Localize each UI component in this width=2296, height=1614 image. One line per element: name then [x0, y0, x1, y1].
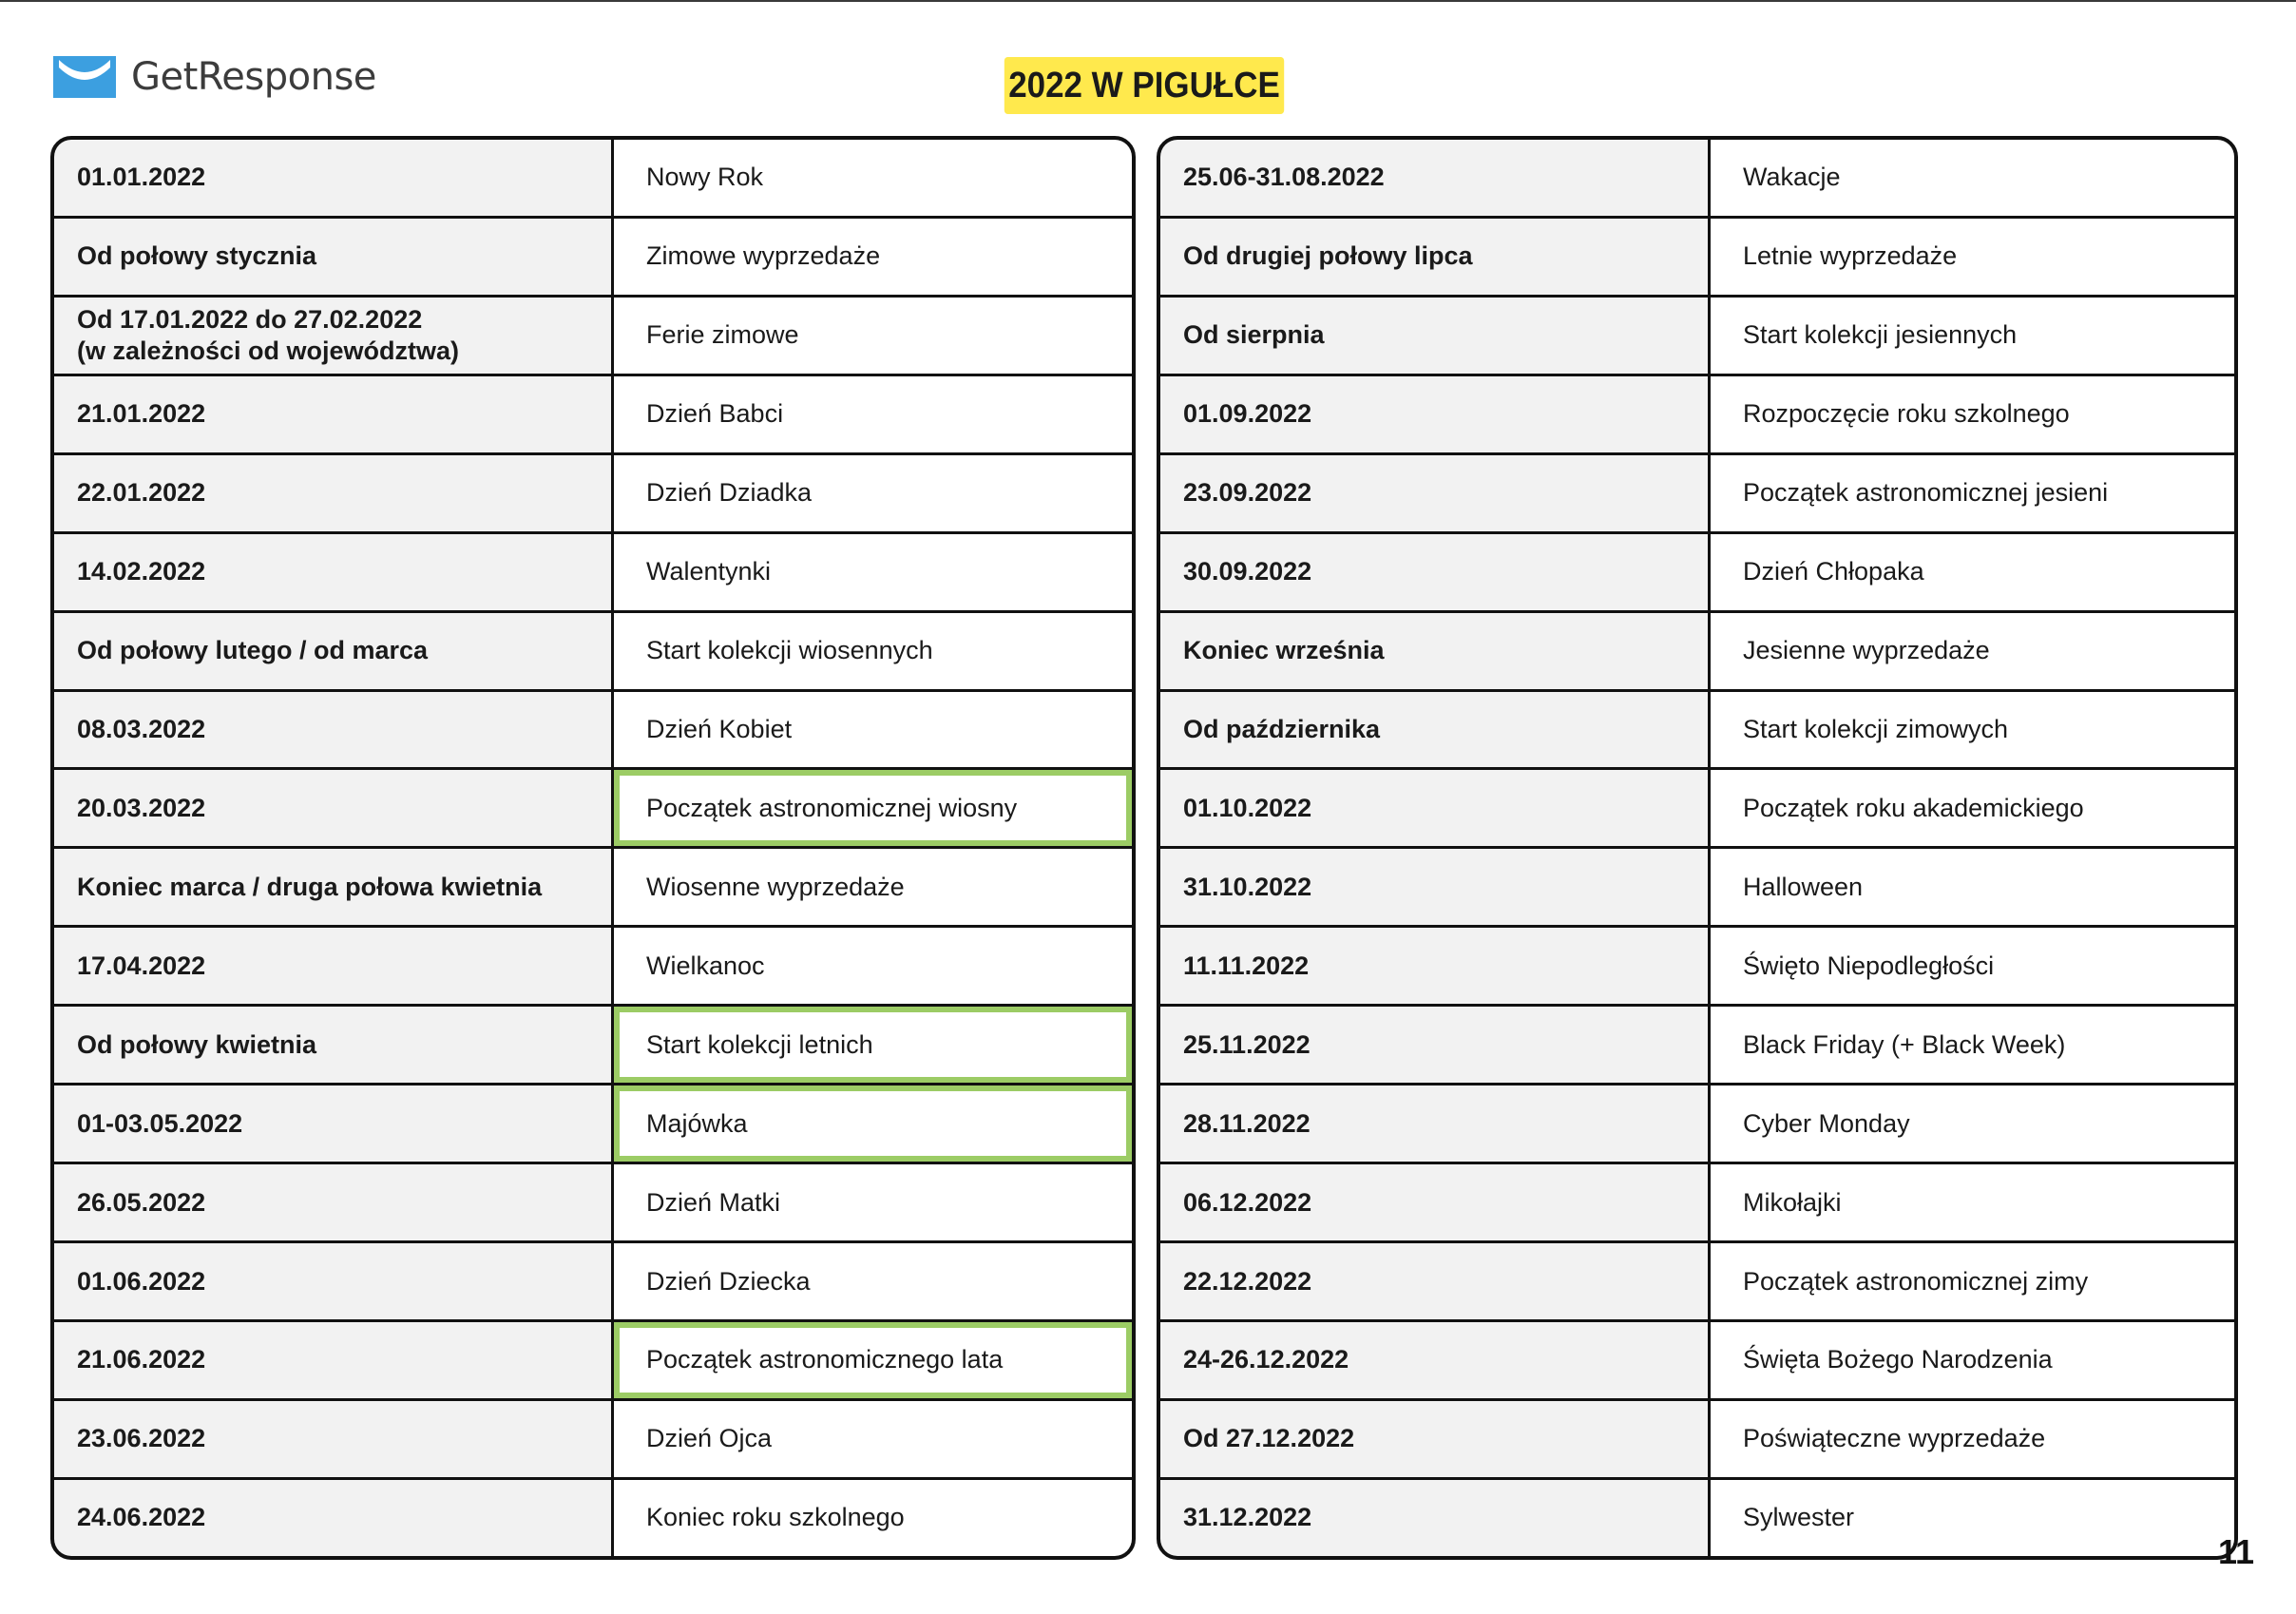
- brand-name: GetResponse: [131, 55, 376, 99]
- event-cell: Święta Bożego Narodzenia: [1710, 1321, 2235, 1400]
- table-row: [54, 217, 1132, 296]
- date-cell: 01.10.2022: [1160, 769, 1710, 848]
- event-cell: Sylwester: [1710, 1478, 2235, 1556]
- event-cell: Rozpoczęcie roku szkolnego: [1710, 375, 2235, 453]
- envelope-icon: [53, 56, 116, 98]
- table-row: [54, 1321, 1132, 1400]
- date-cell: 31.10.2022: [1160, 848, 1710, 927]
- table-row: [54, 848, 1132, 927]
- date-cell: Od 27.12.2022: [1160, 1399, 1710, 1478]
- table-row: [1160, 375, 2234, 453]
- table-row: [1160, 1085, 2234, 1163]
- event-cell-highlighted: Start kolekcji letnich: [613, 1006, 1133, 1085]
- date-cell: Od 17.01.2022 do 27.02.2022 (w zależności od województwa): [54, 296, 613, 375]
- event-cell: Początek roku akademickiego: [1710, 769, 2235, 848]
- date-cell: 11.11.2022: [1160, 927, 1710, 1006]
- date-cell: Od sierpnia: [1160, 296, 1710, 375]
- table-row: [1160, 769, 2234, 848]
- table-row: [54, 927, 1132, 1006]
- date-cell: 28.11.2022: [1160, 1085, 1710, 1163]
- table-row: [54, 1478, 1132, 1556]
- table-row: [1160, 1399, 2234, 1478]
- table-row: [54, 1242, 1132, 1321]
- event-cell: Początek astronomicznej jesieni: [1710, 453, 2235, 532]
- date-cell: 08.03.2022: [54, 690, 613, 769]
- date-cell: 24.06.2022: [54, 1478, 613, 1556]
- table-row: [1160, 611, 2234, 690]
- table-row: [1160, 690, 2234, 769]
- table-row: [1160, 927, 2234, 1006]
- date-cell: 30.09.2022: [1160, 532, 1710, 611]
- table-row: [1160, 217, 2234, 296]
- event-cell-highlighted: Początek astronomicznej wiosny: [613, 769, 1133, 848]
- event-cell-highlighted: Majówka: [613, 1085, 1133, 1163]
- table-row: [54, 1163, 1132, 1242]
- event-cell: Zimowe wyprzedaże: [613, 217, 1133, 296]
- date-cell: 17.04.2022: [54, 927, 613, 1006]
- date-cell: Koniec marca / druga połowa kwietnia: [54, 848, 613, 927]
- event-cell: Poświąteczne wyprzedaże: [1710, 1399, 2235, 1478]
- page-number: 11: [2217, 1532, 2254, 1571]
- date-cell: 22.12.2022: [1160, 1242, 1710, 1321]
- top-rule: [0, 0, 2296, 2]
- event-cell: Start kolekcji jesiennych: [1710, 296, 2235, 375]
- event-cell: Halloween: [1710, 848, 2235, 927]
- date-cell: 06.12.2022: [1160, 1163, 1710, 1242]
- date-cell: 21.01.2022: [54, 375, 613, 453]
- event-cell: Święto Niepodległości: [1710, 927, 2235, 1006]
- table-row: [1160, 1478, 2234, 1556]
- date-cell: 26.05.2022: [54, 1163, 613, 1242]
- event-cell: Black Friday (+ Black Week): [1710, 1006, 2235, 1085]
- event-cell: Letnie wyprzedaże: [1710, 217, 2235, 296]
- event-cell: Dzień Babci: [613, 375, 1133, 453]
- date-cell: 01.01.2022: [54, 140, 613, 217]
- calendar-table-right: [1157, 136, 2238, 1560]
- event-cell: Początek astronomicznej zimy: [1710, 1242, 2235, 1321]
- event-cell: Jesienne wyprzedaże: [1710, 611, 2235, 690]
- event-cell: Ferie zimowe: [613, 296, 1133, 375]
- table-row: [54, 1085, 1132, 1163]
- date-cell: 23.09.2022: [1160, 453, 1710, 532]
- event-cell: Dzień Chłopaka: [1710, 532, 2235, 611]
- date-cell: Od połowy lutego / od marca: [54, 611, 613, 690]
- event-cell: Dzień Matki: [613, 1163, 1133, 1242]
- date-cell: 14.02.2022: [54, 532, 613, 611]
- page-title: 2022 W PIGUŁCE: [1004, 57, 1284, 114]
- event-cell: Start kolekcji zimowych: [1710, 690, 2235, 769]
- date-cell: 25.11.2022: [1160, 1006, 1710, 1085]
- event-cell: Nowy Rok: [613, 140, 1133, 217]
- event-cell: Wakacje: [1710, 140, 2235, 217]
- event-cell-highlighted: Początek astronomicznego lata: [613, 1321, 1133, 1400]
- table-row: [1160, 296, 2234, 375]
- event-cell: Cyber Monday: [1710, 1085, 2235, 1163]
- table-row: [1160, 1006, 2234, 1085]
- table-row: [54, 1006, 1132, 1085]
- table-row: [54, 769, 1132, 848]
- event-cell: Dzień Dziecka: [613, 1242, 1133, 1321]
- table-row: [1160, 1163, 2234, 1242]
- event-cell: Walentynki: [613, 532, 1133, 611]
- event-cell: Mikołajki: [1710, 1163, 2235, 1242]
- date-cell: 25.06-31.08.2022: [1160, 140, 1710, 217]
- table-row: [54, 532, 1132, 611]
- date-cell: Od połowy stycznia: [54, 217, 613, 296]
- table-row: [54, 611, 1132, 690]
- table-row: [54, 1399, 1132, 1478]
- date-cell: 20.03.2022: [54, 769, 613, 848]
- event-cell: Wiosenne wyprzedaże: [613, 848, 1133, 927]
- date-cell: 01.06.2022: [54, 1242, 613, 1321]
- table-row: [1160, 1242, 2234, 1321]
- event-cell: Dzień Kobiet: [613, 690, 1133, 769]
- date-cell: Od października: [1160, 690, 1710, 769]
- date-cell: Koniec września: [1160, 611, 1710, 690]
- table-row: [54, 690, 1132, 769]
- date-cell: Od połowy kwietnia: [54, 1006, 613, 1085]
- table-row: [1160, 532, 2234, 611]
- event-cell: Start kolekcji wiosennych: [613, 611, 1133, 690]
- table-row: [54, 140, 1132, 217]
- table-row: [1160, 453, 2234, 532]
- table-row: [1160, 140, 2234, 217]
- event-cell: Wielkanoc: [613, 927, 1133, 1006]
- event-cell: Dzień Dziadka: [613, 453, 1133, 532]
- date-cell: 01.09.2022: [1160, 375, 1710, 453]
- logo: [53, 53, 376, 101]
- date-cell: 24-26.12.2022: [1160, 1321, 1710, 1400]
- date-cell: 21.06.2022: [54, 1321, 613, 1400]
- date-cell: 23.06.2022: [54, 1399, 613, 1478]
- table-row: [1160, 1321, 2234, 1400]
- event-cell: Dzień Ojca: [613, 1399, 1133, 1478]
- table-row: [54, 375, 1132, 453]
- calendar-table-left: [50, 136, 1136, 1560]
- page-number-rule: [2191, 1556, 2214, 1560]
- table-row: [54, 453, 1132, 532]
- event-cell: Koniec roku szkolnego: [613, 1478, 1133, 1556]
- date-cell: 22.01.2022: [54, 453, 613, 532]
- date-cell: 31.12.2022: [1160, 1478, 1710, 1556]
- table-row: [1160, 848, 2234, 927]
- date-cell: 01-03.05.2022: [54, 1085, 613, 1163]
- table-row: [54, 296, 1132, 375]
- date-cell: Od drugiej połowy lipca: [1160, 217, 1710, 296]
